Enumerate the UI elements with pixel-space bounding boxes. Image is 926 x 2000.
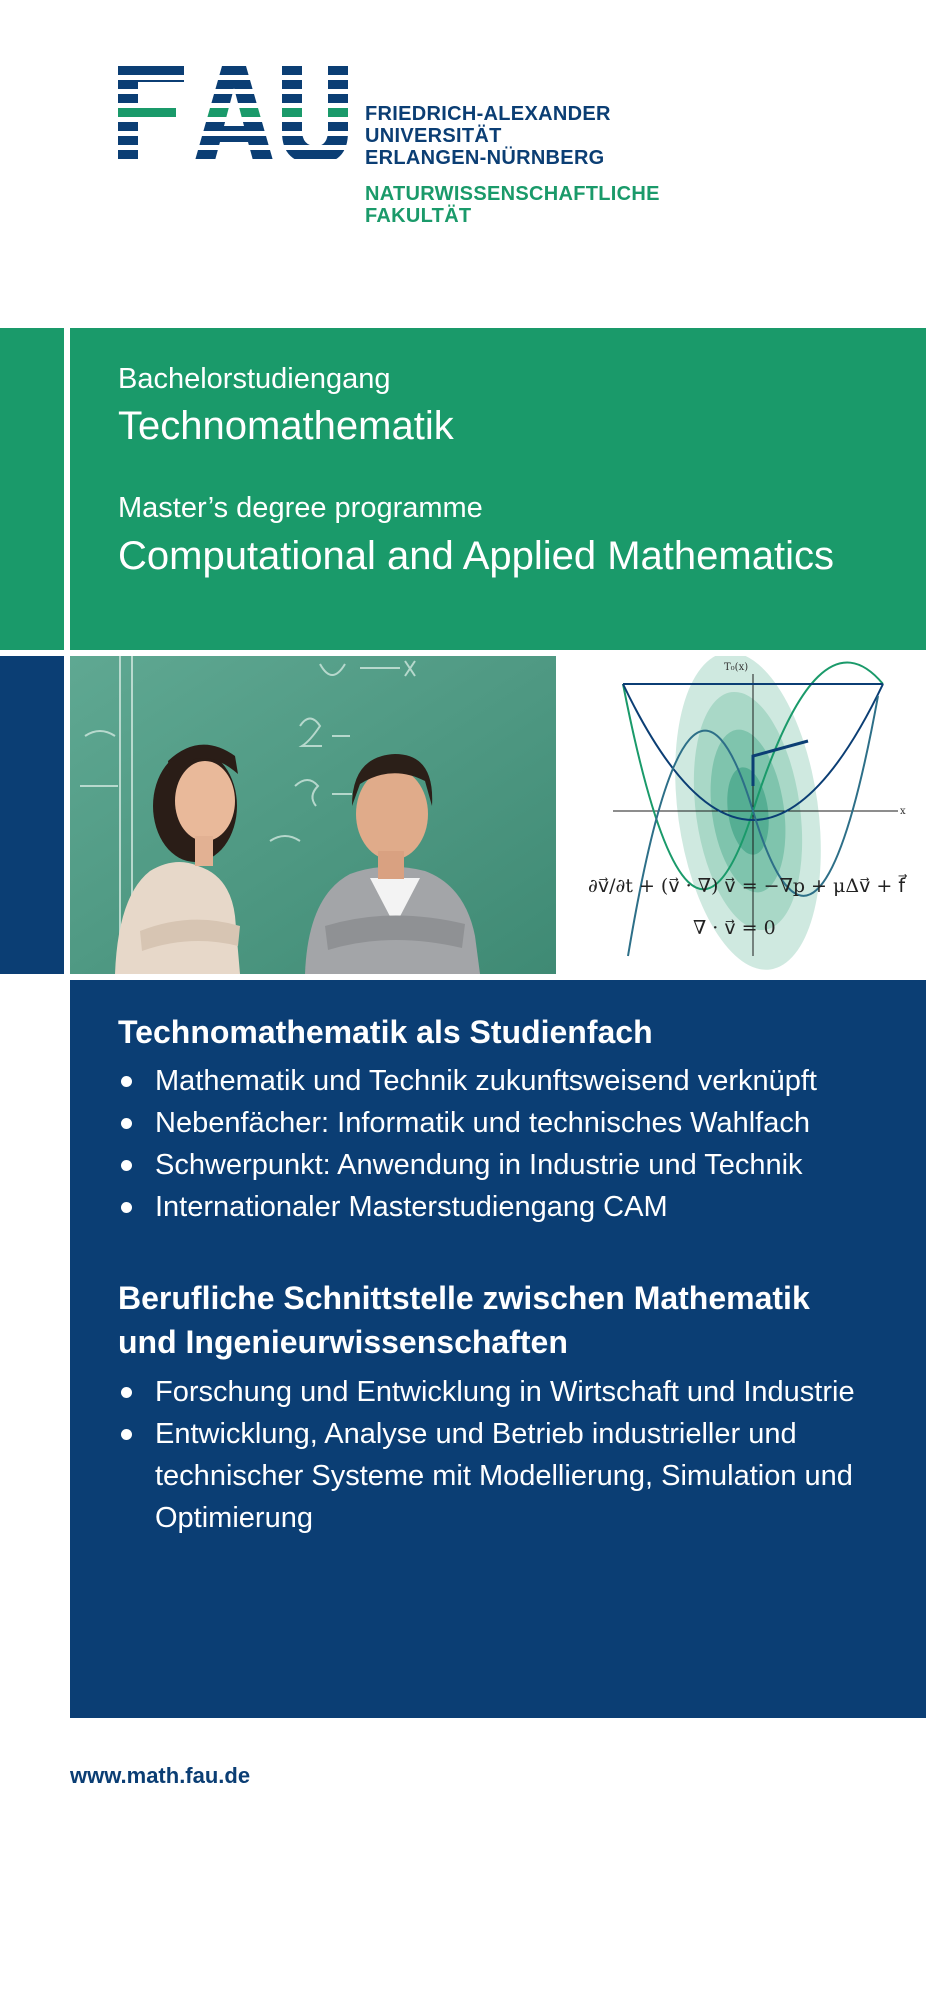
math-figure	[568, 656, 926, 974]
faculty-name	[365, 183, 660, 227]
university-line: UNIVERSITÄT	[365, 125, 502, 147]
list-item: Mathematik und Technik zukunftsweisend verknüpft	[118, 1060, 878, 1102]
left-green-strip	[0, 328, 64, 650]
master-title: Computational and Applied Mathematics	[118, 534, 834, 578]
section1-heading: Technomathematik als Studienfach	[118, 1014, 653, 1050]
bachelor-label: Bachelorstudiengang	[118, 363, 391, 395]
continuity-equation: ∇ · v⃗ = 0	[693, 917, 776, 939]
axis-label-top: T₀(x)	[724, 662, 749, 673]
university-line: FRIEDRICH-ALEXANDER	[365, 103, 611, 125]
list-item: Internationaler Masterstudiengang CAM	[118, 1186, 878, 1228]
university-name	[365, 103, 611, 169]
faculty-line: NATURWISSENSCHAFTLICHE	[365, 183, 660, 205]
list-item: Entwicklung, Analyse und Betrieb industrieller und technischer Systeme mit Modellierung, Simulation und Optimierung	[118, 1413, 858, 1539]
list-item: Schwerpunkt: Anwendung in Industrie und Technik	[118, 1144, 878, 1186]
list-item: Forschung und Entwicklung in Wirtschaft und Industrie	[118, 1371, 858, 1413]
section1-list	[118, 1060, 878, 1228]
navier-stokes-equation: ∂v⃗/∂t + (v⃗ · ∇) v⃗ = −∇p + μΔv⃗ + f⃗	[588, 875, 906, 897]
title-block	[70, 328, 926, 650]
section2-heading	[118, 1276, 810, 1364]
website-link[interactable]: www.math.fau.de	[70, 1763, 251, 1788]
section2-heading-line: und Ingenieurwissenschaften	[118, 1324, 568, 1360]
section2-heading-line: Berufliche Schnittstelle zwischen Mathematik	[118, 1280, 810, 1316]
section2-list	[118, 1371, 858, 1539]
info-block	[70, 980, 926, 1718]
bachelor-title: Technomathematik	[118, 404, 454, 448]
faculty-line: FAKULTÄT	[365, 205, 472, 227]
students-photo	[70, 656, 556, 974]
university-line: ERLANGEN-NÜRNBERG	[365, 147, 605, 169]
left-blue-strip	[0, 656, 64, 974]
axis-label-x: x	[900, 806, 906, 817]
master-label: Master’s degree programme	[118, 492, 483, 524]
list-item: Nebenfächer: Informatik und technisches Wahlfach	[118, 1102, 878, 1144]
fau-logo	[118, 66, 348, 164]
